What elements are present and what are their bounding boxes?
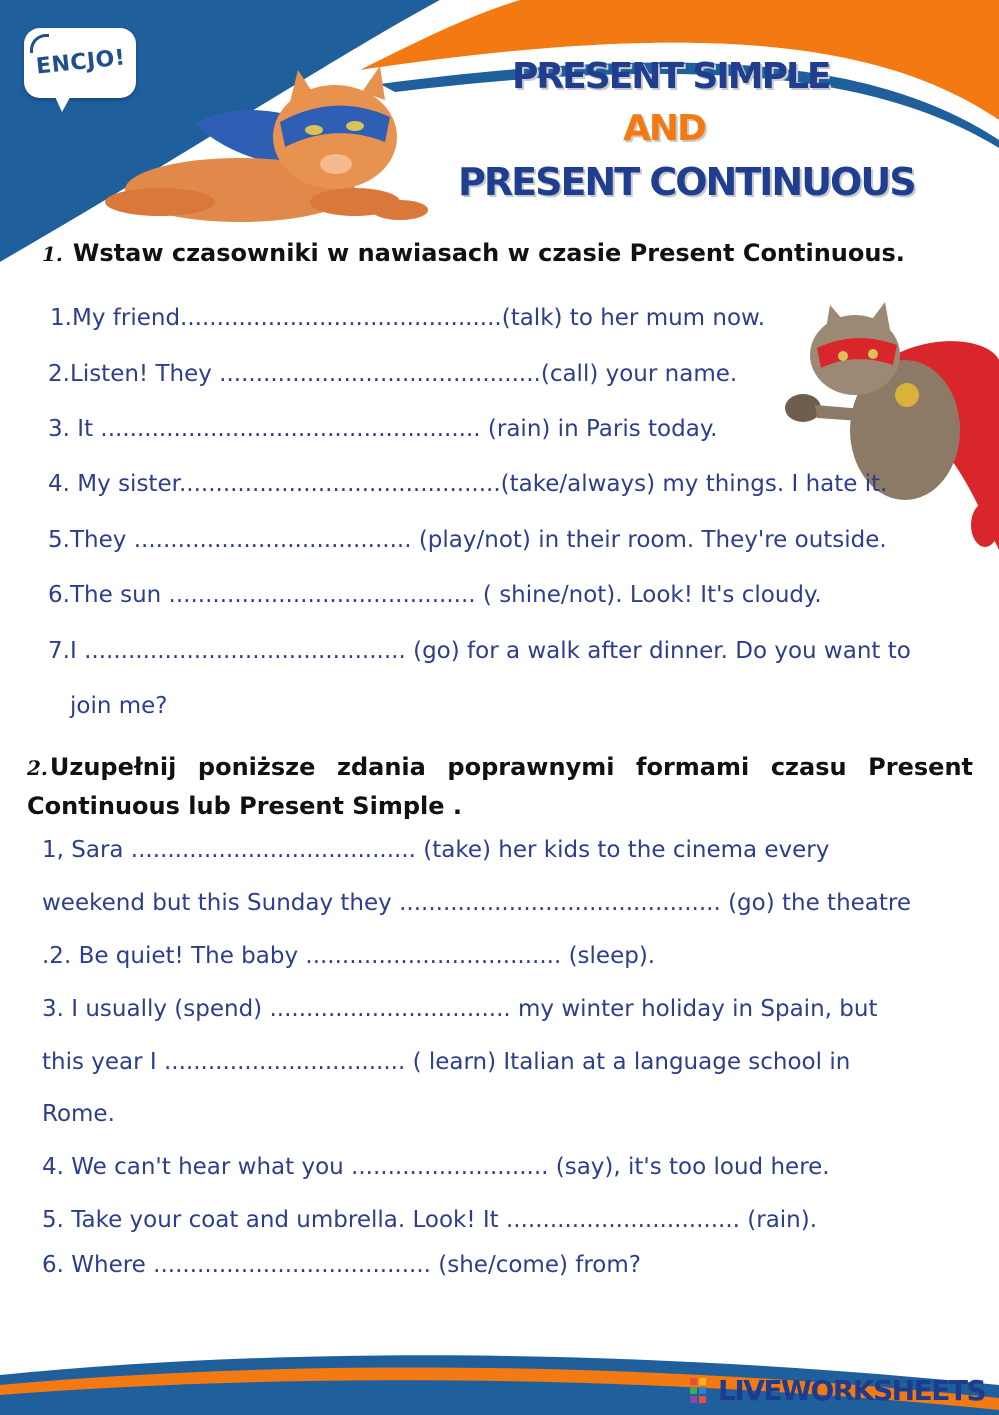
exercise-1-item-5: 5.They ...................................... (play/not) in their room. They're outside. (48, 527, 887, 553)
exercise-1-item-6: 6.The sun .......................................... ( shine/not). Look! It's cloudy. (48, 582, 822, 608)
exercise-2-line-4: 3. I usually (spend) ................................. my winter holiday in Spain, but (42, 996, 878, 1022)
exercise-2-line-6: Rome. (42, 1101, 115, 1127)
liveworksheets-brand: LIVEWORKSHEETS (718, 1374, 986, 1407)
title-line-3: PRESENT CONTINUOUS (458, 160, 915, 204)
section-1-heading-text: Wstaw czasowniki w nawiasach w czasie Present Continuous. (72, 239, 905, 267)
exercise-2-line-8: 5. Take your coat and umbrella. Look! It ................................ (rain). (42, 1207, 818, 1233)
exercise-2-line-7: 4. We can't hear what you ........................... (say), it's too loud here. (42, 1154, 830, 1180)
exercise-2-line-1: 1, Sara ....................................... (take) her kids to the cinema every (42, 837, 830, 863)
exercise-1-item-2: 2.Listen! They ............................................(call) your name. (48, 361, 738, 387)
superhero-cat-lying-image (100, 62, 435, 227)
exercise-1-item-7: 7.I ............................................ (go) for a walk after dinner. Do you want to (48, 638, 911, 664)
exercise-2-line-5: this year I ................................. ( learn) Italian at a language school in (42, 1049, 851, 1075)
exercise-2-line-3: .2. Be quiet! The baby ................................... (sleep). (42, 943, 656, 969)
exercise-1-item-3: 3. It .................................................... (rain) in Paris today. (48, 416, 718, 442)
superhero-cat-flying-image (775, 300, 999, 555)
section-1-number: 1. (42, 242, 63, 266)
section-2-heading (27, 748, 973, 825)
exercise-2-line-9: 6. Where ...................................... (she/come) from? (42, 1252, 641, 1278)
liveworksheets-logo-icon (690, 1376, 716, 1406)
section-1-heading (42, 239, 905, 267)
logo-speech-tail (52, 90, 74, 112)
exercise-1-item-1: 1.My friend............................................(talk) to her mum now. (50, 305, 766, 331)
exercise-1-item-4: 4. My sister............................................(take/always) my things. I hate it. (48, 471, 888, 497)
section-2-heading-text: Uzupełnij poniższe zdania poprawnymi formami czasu Present Continuous lub Present Simple . (27, 753, 973, 820)
exercise-1-item-7-continued: join me? (70, 693, 168, 719)
title-line-2: AND (623, 108, 705, 149)
exercise-2-line-2: weekend but this Sunday they ............................................ (go) the theatre (42, 890, 912, 916)
title-line-1: PRESENT SIMPLE (512, 56, 830, 97)
logo-text: ENCJO! (34, 45, 127, 80)
section-2-number: 2. (27, 756, 48, 780)
